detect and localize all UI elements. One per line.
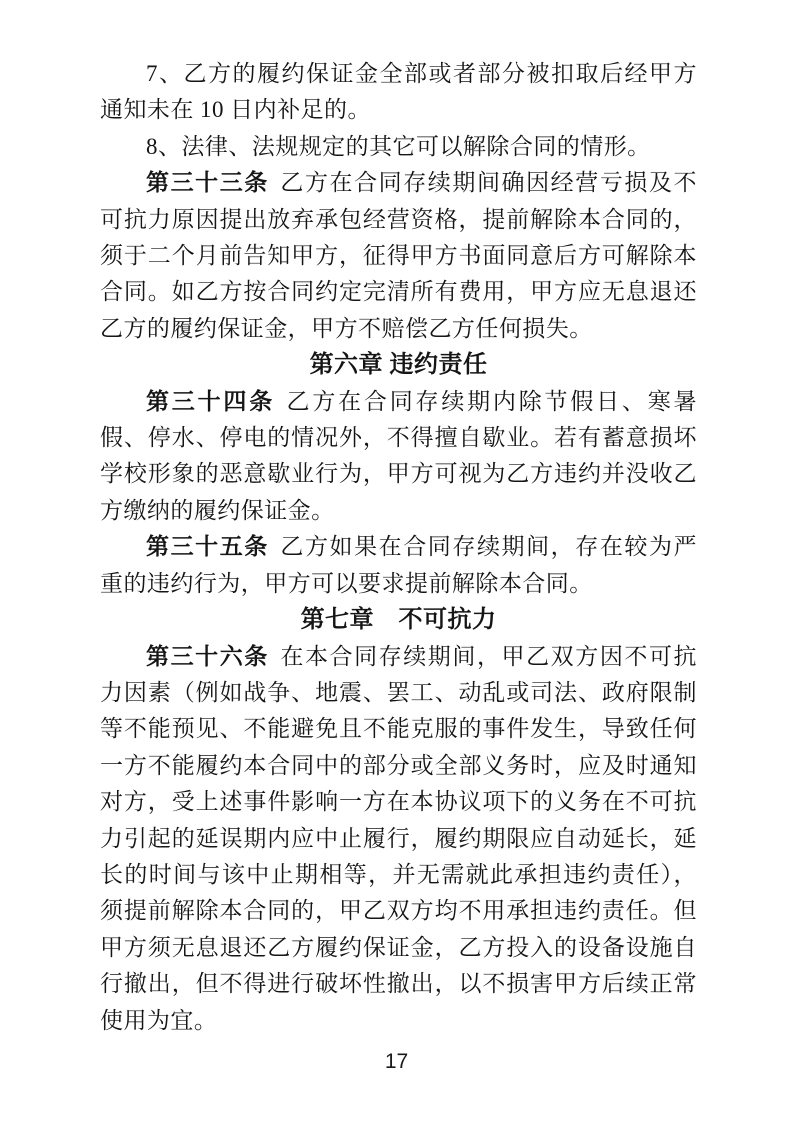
chapter-6-heading: 第六章 违约责任 xyxy=(309,352,488,379)
article-36-text: 在本合同存续期间，甲乙双方因不可抗力因素（例如战争、地震、罢工、动乱或司法、政府限制等不能预见、不能避免且不能克服的事件发生，导致任何一方不能履约本合同中的部分或全部义务时，应及时通知对方，受上述事件影响一方在本协议项下的义务在不可抗力引起的延误期内应中止履行，履约期限应自动延长，延长的时间与该中止期相等，并无需就此承担违约责任），须提前解除本合同的，甲乙双方均不用承担违约责任。但甲方须无息退还乙方履约保证金，乙方投入的设备设施自行撤出，但不得进行破坏性撤出，以不损害甲方后续正常使用为宜。 xyxy=(100,643,697,1033)
chapter-7-heading: 第七章 不可抗力 xyxy=(300,607,497,634)
article-36 xyxy=(100,639,697,1039)
article-34 xyxy=(100,384,697,530)
contract-body xyxy=(100,56,697,1039)
article-33-text: 乙方在合同存续期间确因经营亏损及不可抗力原因提出放弃承包经营资格，提前解除本合同的，须于二个月前告知甲方，征得甲方书面同意后方可解除本合同。如乙方按合同约定完清所有费用，甲方应无息退还乙方的履约保证金，甲方不赔偿乙方任何损失。 xyxy=(100,170,697,341)
page-number: 17 xyxy=(384,1050,409,1073)
article-33 xyxy=(100,165,697,347)
article-33-number: 第三十三条 xyxy=(146,170,269,196)
article-36-number: 第三十六条 xyxy=(146,643,269,669)
article-35-number: 第三十五条 xyxy=(146,534,269,560)
page-footer xyxy=(0,1050,793,1074)
article-34-text: 乙方在合同存续期内除节假日、寒暑假、停水、停电的情况外，不得擅自歇业。若有蓄意损坏学校形象的恶意歇业行为，甲方可视为乙方违约并没收乙方缴纳的履约保证金。 xyxy=(100,388,697,523)
clause-item-7: 7、乙方的履约保证金全部或者部分被扣取后经甲方通知未在 10 日内补足的。 xyxy=(100,61,697,123)
article-35-text: 乙方如果在合同存续期间，存在较为严重的违约行为，甲方可以要求提前解除本合同。 xyxy=(100,534,697,596)
clause-item-8: 8、法律、法规规定的其它可以解除合同的情形。 xyxy=(146,133,651,159)
article-34-number: 第三十四条 xyxy=(146,388,276,414)
article-35 xyxy=(100,529,697,602)
